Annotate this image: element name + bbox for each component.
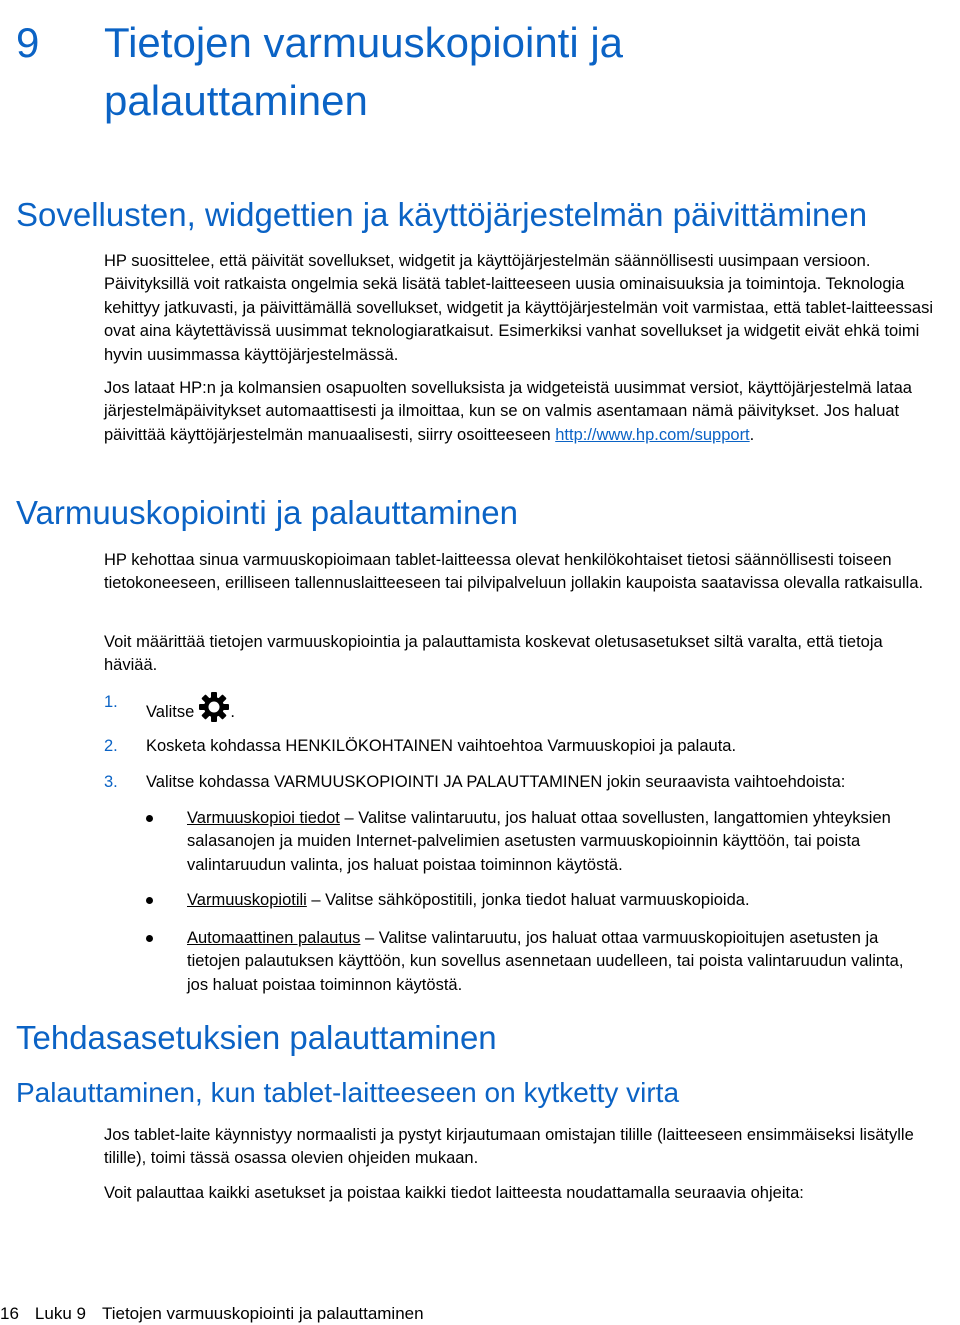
step-text-run: . xyxy=(731,737,737,755)
step-text-run: jokin seuraavista vaihtoehdoista: xyxy=(602,773,846,791)
paragraph-text: Jos tablet-laite käynnistyy normaalisti ja pystyt kirjautumaan omistajan tilille (laitteeseen ensimmäiseksi lisätylle tilille), toimi tässä osassa olevien ohjeiden mukaan. xyxy=(104,1126,914,1168)
step-number: 3. xyxy=(104,773,118,791)
step-text-run: Kosketa kohdassa xyxy=(146,737,286,755)
bullet-dot xyxy=(146,897,153,904)
paragraph-backup-defaults xyxy=(104,631,934,678)
paragraph-updates-intro xyxy=(104,250,934,367)
step-text-run: Valitse kohdassa xyxy=(146,773,275,791)
step-ui-label: HENKILÖKOHTAINEN xyxy=(285,737,453,755)
paragraph-text: HP kehottaa sinua varmuuskopioimaan tablet-laitteessa olevat henkilökohtaiset tietosi säännöllisesti toiseen tietokoneeseen, erilliseen tallennuslaitteeseen tai pilvipalveluun jollakin kaupoista saatavissa olevalla ratkaisulla. xyxy=(104,551,924,593)
paragraph-factory-intro xyxy=(104,1124,934,1171)
paragraph-text-end: . xyxy=(749,425,755,444)
subsection-heading-power-on: Palauttaminen, kun tablet-laitteeseen on kytketty virta xyxy=(16,1077,680,1108)
step-ui-label: Varmuuskopioi ja palauta xyxy=(547,737,732,755)
step-number: 2. xyxy=(104,737,118,755)
paragraph-text: Voit palauttaa kaikki asetukset ja poistaa kaikki tiedot laitteesta noudattamalla seuraavia ohjeita: xyxy=(104,1184,804,1202)
bullet-dot xyxy=(146,935,153,942)
bullet-item xyxy=(187,927,927,997)
step-label: Valitse xyxy=(146,703,195,722)
bullet-term: Varmuuskopiotili xyxy=(187,891,307,909)
step-text xyxy=(146,771,946,794)
section-heading-factory: Tehdasasetuksien palauttaminen xyxy=(16,1019,497,1056)
step-text xyxy=(146,735,946,758)
bullet-description: – Valitse valintaruutu, jos haluat ottaa sovellusten, langattomien yhteyksien salasanojen ja muiden Internet-palvelimien asetusten varmuuskopioinnin käyttöön, tai poista valintaruudun valinta, jos haluat poistaa toiminnon käytöstä. xyxy=(187,809,891,874)
page-footer xyxy=(0,1303,424,1325)
bullet-term: Varmuuskopioi tiedot xyxy=(187,809,340,827)
bullet-item xyxy=(187,807,927,877)
step-ui-label: VARMUUSKOPIOINTI JA PALAUTTAMINEN xyxy=(274,773,603,791)
chapter-title: Tietojen varmuuskopiointi ja palauttaminen xyxy=(104,19,624,124)
bullet-description: – Valitse sähköpostitili, jonka tiedot haluat varmuuskopioida. xyxy=(306,891,750,909)
bullet-dot xyxy=(146,815,153,822)
paragraph-factory-steps xyxy=(104,1182,934,1205)
bullet-term: Automaattinen palautus xyxy=(187,929,361,947)
chapter-number: 9 xyxy=(16,19,40,66)
gear-icon[interactable] xyxy=(198,691,230,730)
footer-chapter-label: Luku 9 xyxy=(34,1304,86,1323)
page-number: 16 xyxy=(0,1304,19,1323)
paragraph-text: HP suosittelee, että päivität sovellukset, widgetit ja käyttöjärjestelmän säännöllisesti uusimpaan versioon. Päivityksillä voit ratkaista ongelmia sekä lisätä tablet-laitteeseen uusia ominaisuuksia ja toimintoja. Teknologia kehittyy jatkuvasti, ja päivittämällä sovellukset, widgetit ja käyttöjärjestelmän voit varmistaa, että tablet-laitteessasi ovat aina käytettävissä uusimmat teknologiaratkaisut. Esimerkiksi vanhat sovellukset ja widgetit eivät ehkä toimi hyvin uusimmassa käyttöjärjestelmässä. xyxy=(104,252,934,364)
step-text-run: vaihtoehtoa xyxy=(452,737,548,755)
paragraph-text xyxy=(104,377,934,447)
footer-chapter-title: Tietojen varmuuskopiointi ja palauttaminen xyxy=(101,1304,424,1323)
paragraph-updates-download xyxy=(104,377,934,447)
paragraph-text: Voit määrittää tietojen varmuuskopiointia ja palauttamista koskevat oletusasetukset siltä varalta, että tietoja häviää. xyxy=(104,633,883,675)
bullet-description: – Valitse valintaruutu, jos haluat ottaa varmuuskopioitujen asetusten ja tietojen palautuksen käyttöön, kun sovellus asennetaan uudelleen, tai poista valintaruudun valinta, jos haluat poistaa toiminnon käytöstä. xyxy=(187,929,904,994)
section-heading-updates: Sovellusten, widgettien ja käyttöjärjestelmän päivittäminen xyxy=(16,196,868,233)
bullet-item xyxy=(187,889,927,912)
paragraph-text-run: Jos lataat HP:n ja kolmansien osapuolten sovelluksista ja widgeteistä uusimmat versiot, käyttöjärjestelmä lataa järjestelmäpäivitykset automaattisesti ja ilmoittaa, kun se on valmis asentamaan nämä päivitykset. Jos haluat päivittää käyttöjärjestelmän manuaalisesti, siirry osoitteeseen xyxy=(104,379,912,444)
step-text xyxy=(146,693,946,732)
step-label-end: . xyxy=(230,703,235,722)
section-heading-backup: Varmuuskopiointi ja palauttaminen xyxy=(16,494,519,531)
support-link[interactable]: http://www.hp.com/support xyxy=(555,425,750,444)
step-number: 1. xyxy=(104,693,118,711)
paragraph-backup-intro xyxy=(104,549,934,596)
